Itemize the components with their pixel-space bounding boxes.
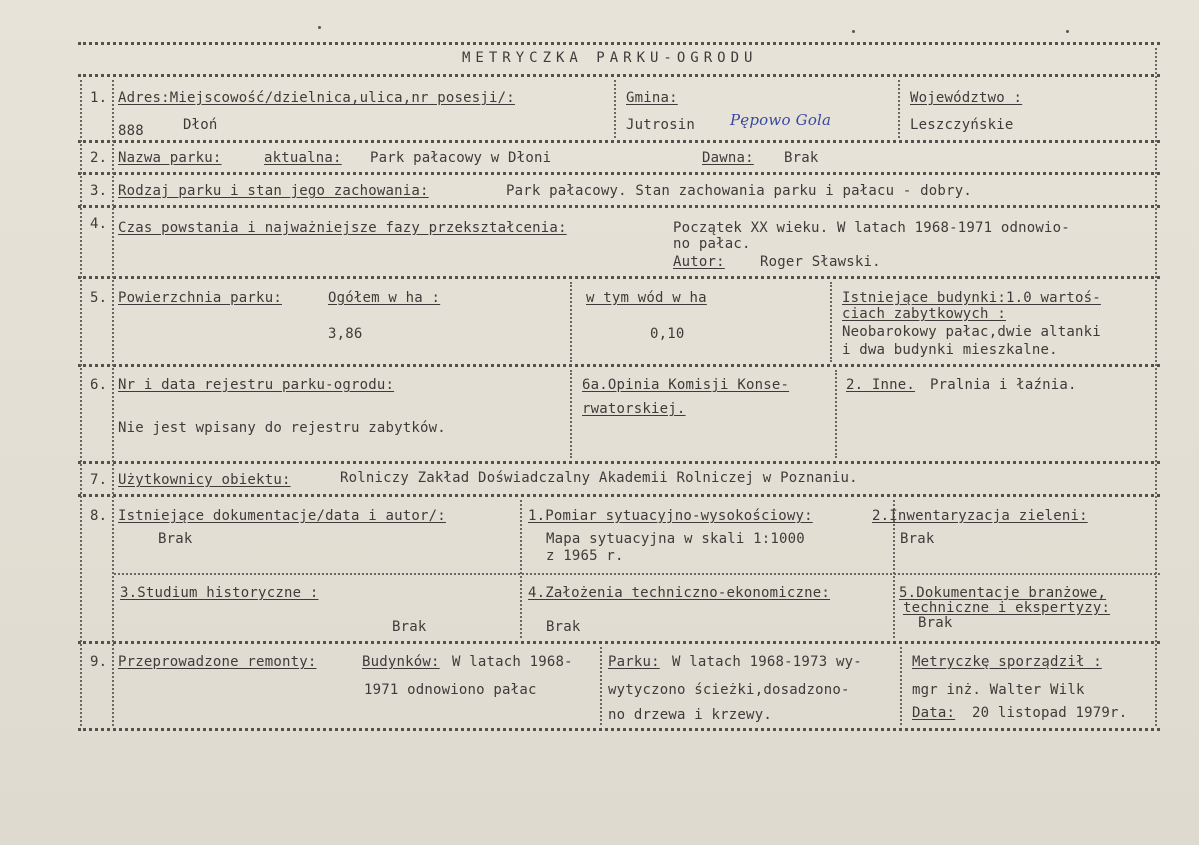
num-col-divider [112, 80, 114, 726]
origin-line2: no pałac. [673, 236, 751, 252]
section8-bottom-border [78, 641, 1160, 644]
commission-opinion-label-line1: 6a.Opinia Komisji Konse- [582, 377, 790, 393]
top-border [78, 42, 1160, 45]
section1-number: 1. [90, 90, 108, 106]
current-name-label: aktualna: [264, 150, 342, 166]
section7-number: 7. [90, 472, 108, 488]
voivodeship-label: Województwo : [910, 90, 1023, 106]
historical-study-value: Brak [392, 619, 427, 635]
industry-docs-label-line1: 5.Dokumentacje branżowe, [899, 585, 1107, 601]
paper-speck [852, 30, 855, 33]
section9-number: 9. [90, 654, 108, 670]
gmina-handwritten-note: Pępowo Gola [730, 111, 832, 129]
right-edge [1155, 48, 1157, 726]
survey-line2: z 1965 r. [546, 548, 624, 564]
park-renovation-line2: wytyczono ścieżki,dosadzono- [608, 682, 850, 698]
park-renovation-line1: W latach 1968-1973 wy- [672, 654, 862, 670]
survey-line1: Mapa sytuacyjna w skali 1:1000 [546, 531, 805, 547]
voivodeship-value: Leszczyńskie [910, 117, 1014, 133]
historical-study-label: 3.Studium historyczne : [120, 585, 319, 601]
s6-divider-a [570, 370, 572, 458]
section7-bottom-border [78, 494, 1160, 497]
section6-number: 6. [90, 377, 108, 393]
date-value: 20 listopad 1979r. [972, 705, 1128, 721]
author-label: Autor: [673, 254, 725, 270]
s1-divider-a [614, 80, 616, 138]
buildings-line2: i dwa budynki mieszkalne. [842, 342, 1058, 358]
section5-number: 5. [90, 290, 108, 306]
register-value: Nie jest wpisany do rejestru zabytków. [118, 420, 446, 436]
buildings-label-line2: ciach zabytkowych : [842, 306, 1006, 322]
park-name-label: Nazwa parku: [118, 150, 222, 166]
date-label: Data: [912, 705, 956, 721]
documentation-value: Brak [158, 531, 193, 547]
technical-economic-label: 4.Założenia techniczno-ekonomiczne: [528, 585, 831, 601]
industry-docs-label-line2: techniczne i ekspertyzy: [903, 600, 1111, 616]
area-total-label: Ogółem w ha : [328, 290, 441, 306]
s9-divider-b [900, 647, 902, 725]
area-total-value: 3,86 [328, 326, 363, 342]
left-edge [80, 80, 82, 726]
section8-number: 8. [90, 508, 108, 524]
s8-divider-a [520, 500, 522, 638]
section2-bottom-border [78, 172, 1160, 175]
users-label: Użytkownicy obiektu: [118, 472, 291, 488]
paper-speck [1066, 30, 1069, 33]
documentation-label: Istniejące dokumentacje/data i autor/: [118, 508, 446, 524]
buildings-renovation-line2: 1971 odnowiono pałac [364, 682, 537, 698]
park-renovation-line3: no drzewa i krzewy. [608, 707, 772, 723]
other-value: Pralnia i łaźnia. [930, 377, 1077, 393]
prepared-by-value: mgr inż. Walter Wilk [912, 682, 1085, 698]
s5-divider-a [570, 282, 572, 362]
address-place: Dłoń [183, 117, 218, 133]
survey-label: 1.Pomiar sytuacyjno-wysokościowy: [528, 508, 813, 524]
water-area-label: w tym wód w ha [586, 290, 707, 306]
author-value: Roger Sławski. [760, 254, 881, 270]
form-title: METRYCZKA PARKU-OGRODU [462, 50, 758, 66]
other-label: 2. Inne. [846, 377, 916, 393]
prepared-by-label: Metryczkę sporządził : [912, 654, 1102, 670]
section2-number: 2. [90, 150, 108, 166]
former-name-value: Brak [784, 150, 819, 166]
area-label: Powierzchnia parku: [118, 290, 282, 306]
commission-opinion-label-line2: rwatorskiej. [582, 401, 686, 417]
park-renovation-label: Parku: [608, 654, 660, 670]
section3-number: 3. [90, 183, 108, 199]
origin-label: Czas powstania i najważniejsze fazy przekształcenia: [118, 220, 567, 236]
water-area-value: 0,10 [650, 326, 685, 342]
current-name-value: Park pałacowy w Dłoni [370, 150, 552, 166]
renovations-label: Przeprowadzone remonty: [118, 654, 317, 670]
s9-divider-a [600, 647, 602, 725]
buildings-label-line1: Istniejące budynki:1.0 wartoś- [842, 290, 1101, 306]
address-label: Adres:Miejscowość/dzielnica,ulica,nr posesji/: [118, 90, 515, 106]
section5-bottom-border [78, 364, 1160, 367]
section1-bottom-border [78, 140, 1160, 143]
gmina-label: Gmina: [626, 90, 678, 106]
s6-divider-b [835, 370, 837, 458]
s5-divider-b [830, 282, 832, 362]
section4-bottom-border [78, 276, 1160, 279]
users-value: Rolniczy Zakład Doświadczalny Akademii Rolniczej w Poznaniu. [340, 470, 858, 486]
buildings-renovation-label: Budynków: [362, 654, 440, 670]
section6-bottom-border [78, 461, 1160, 464]
title-bottom-border [78, 74, 1160, 77]
technical-economic-value: Brak [546, 619, 581, 635]
buildings-renovation-line1: W latach 1968- [452, 654, 573, 670]
park-type-value: Park pałacowy. Stan zachowania parku i pałacu - dobry. [506, 183, 972, 199]
greenery-inventory-label: 2.Inwentaryzacja zieleni: [872, 508, 1088, 524]
paper-speck [318, 26, 321, 29]
former-name-label: Dawna: [702, 150, 754, 166]
buildings-line1: Neobarokowy pałac,dwie altanki [842, 324, 1101, 340]
section3-bottom-border [78, 205, 1160, 208]
s1-divider-b [898, 80, 900, 138]
register-label: Nr i data rejestru parku-ogrodu: [118, 377, 395, 393]
origin-line1: Początek XX wieku. W latach 1968-1971 odnowio- [673, 220, 1070, 236]
section4-number: 4. [90, 216, 108, 232]
greenery-inventory-value: Brak [900, 531, 935, 547]
address-code: 888 [118, 123, 144, 139]
park-type-label: Rodzaj parku i stan jego zachowania: [118, 183, 429, 199]
gmina-value: Jutrosin [626, 117, 696, 133]
section8-mid-border [114, 573, 1160, 575]
bottom-border [78, 728, 1160, 731]
industry-docs-value: Brak [918, 615, 953, 631]
